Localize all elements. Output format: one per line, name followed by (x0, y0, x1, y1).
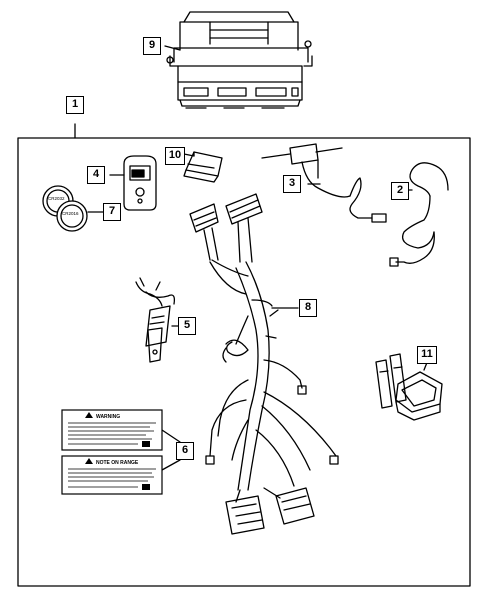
key-fob-drawing (110, 156, 156, 210)
notice-label-title: NOTE ON RANGE (96, 460, 139, 466)
callout-7: 7 (103, 203, 121, 221)
relay-bracket-drawing (136, 278, 184, 362)
coin-battery-left-text: CR2032 (48, 196, 65, 201)
callout-9: 9 (143, 37, 161, 55)
callout-10: 10 (165, 147, 185, 165)
warning-label-title: WARNING (96, 414, 121, 420)
wiring-harness-drawing (190, 194, 338, 534)
cover-drawing (184, 152, 222, 182)
antenna-module-drawing (262, 144, 386, 222)
callout-3: 3 (283, 175, 301, 193)
callout-11: 11 (417, 346, 437, 364)
callout-1: 1 (66, 96, 84, 114)
antenna-cable-drawing (390, 163, 448, 266)
control-module-drawing (165, 12, 312, 108)
callout-8: 8 (299, 299, 317, 317)
coin-battery-right-text: CR2016 (62, 211, 79, 216)
callout-5: 5 (178, 317, 196, 335)
coin-batteries-drawing (43, 186, 103, 231)
callout-4: 4 (87, 166, 105, 184)
callout-6: 6 (176, 442, 194, 460)
callout-2: 2 (391, 182, 409, 200)
